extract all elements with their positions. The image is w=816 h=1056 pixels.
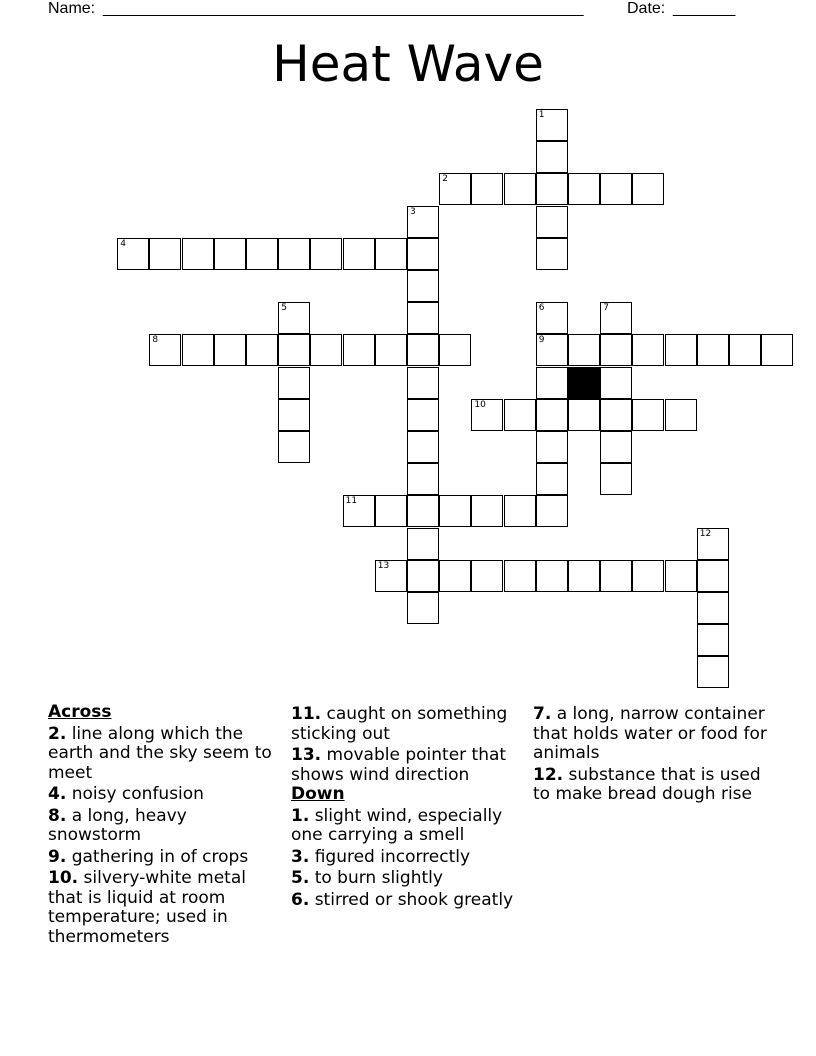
across-heading: Across [48, 702, 112, 722]
grid-cell[interactable] [632, 399, 664, 431]
clue-text: slight wind, especially one carrying a smell [291, 805, 503, 845]
clue-number-label: 3. [291, 846, 310, 867]
clue-number: 5 [281, 303, 287, 314]
grid-cell[interactable] [182, 238, 214, 270]
clue-text: figured incorrectly [309, 846, 471, 867]
clue-number-label: 6. [291, 889, 310, 910]
clue [291, 869, 527, 889]
grid-cell[interactable] [278, 302, 310, 334]
grid-cell[interactable] [214, 238, 246, 270]
name-field[interactable]: ______________________________________________________ [103, 0, 584, 17]
grid-cell[interactable] [375, 238, 407, 270]
grid-cell[interactable] [568, 399, 600, 431]
grid-cell[interactable] [504, 173, 536, 205]
grid-cell[interactable] [697, 624, 729, 656]
grid-cell[interactable] [729, 334, 761, 366]
clue-text: silvery-white metal that is liquid at room temperature; used in thermometers [48, 868, 246, 947]
grid-cell[interactable] [343, 495, 375, 527]
across-clue-list [48, 725, 284, 948]
down-clue-list-continued [533, 705, 773, 805]
clues-column-1 [48, 703, 284, 947]
clue [291, 746, 527, 785]
clue-number: 11 [345, 496, 358, 507]
clue-text: substance that is used to make bread dough rise [533, 764, 761, 804]
grid-cell[interactable] [471, 173, 503, 205]
clue-text: caught on something sticking out [291, 704, 508, 744]
grid-cell[interactable] [697, 334, 729, 366]
grid-cell[interactable] [310, 238, 342, 270]
clue-number-label: 13. [291, 745, 322, 765]
grid-cell[interactable] [439, 560, 471, 592]
clue-number-label: 7. [533, 704, 552, 724]
clue-number: 10 [474, 399, 486, 410]
grid-cell[interactable] [407, 367, 439, 399]
grid-cell[interactable] [761, 334, 793, 366]
clue-text: noisy confusion [66, 784, 204, 804]
clue-text: a long, heavy snowstorm [48, 805, 187, 845]
clue-number: 12 [699, 528, 712, 539]
grid-cell[interactable] [407, 302, 439, 334]
grid-cell[interactable] [149, 334, 181, 366]
grid-cell[interactable] [536, 206, 568, 238]
clue [291, 705, 527, 744]
clue [291, 807, 527, 846]
grid-cell[interactable] [278, 367, 310, 399]
grid-cell[interactable] [278, 431, 310, 463]
grid-cell[interactable] [665, 334, 697, 366]
grid-cell[interactable] [407, 334, 439, 366]
clue-number: 7 [603, 303, 609, 314]
clue [533, 766, 773, 805]
grid-cell[interactable] [310, 334, 342, 366]
grid-cell[interactable] [375, 495, 407, 527]
clue-number: 2 [442, 174, 448, 185]
clue-number: 9 [538, 335, 545, 346]
grid-cell[interactable] [278, 399, 310, 431]
grid-cell[interactable] [536, 495, 568, 527]
down-heading: Down [291, 784, 345, 804]
clue [291, 848, 527, 868]
clue-text: to burn slightly [309, 868, 443, 888]
clue-number: 3 [410, 206, 416, 217]
grid-cell[interactable] [407, 399, 439, 431]
clue [48, 869, 284, 947]
grid-cell[interactable] [697, 656, 729, 688]
grid-cell[interactable] [471, 495, 503, 527]
date-label: Date: [627, 0, 666, 17]
grid-cell[interactable] [536, 109, 568, 141]
grid-cell[interactable] [407, 560, 439, 592]
grid-cell[interactable] [600, 173, 632, 205]
grid-cell[interactable] [278, 334, 310, 366]
grid-cell[interactable] [536, 463, 568, 495]
grid-cell[interactable] [568, 173, 600, 205]
grid-cell[interactable] [536, 560, 568, 592]
grid-cell[interactable] [471, 560, 503, 592]
grid-cell[interactable] [278, 238, 310, 270]
grid-cell[interactable] [407, 206, 439, 238]
grid-cell[interactable] [375, 560, 407, 592]
grid-cell[interactable] [536, 399, 568, 431]
clue-text: stirred or shook greatly [309, 889, 514, 910]
grid-cell[interactable] [407, 592, 439, 624]
grid-cell[interactable] [343, 238, 375, 270]
grid-cell[interactable] [536, 141, 568, 173]
clue-text: gathering in of crops [66, 846, 249, 867]
grid-cell[interactable] [697, 528, 729, 560]
grid-cell[interactable] [536, 173, 568, 205]
clues-column-3 [533, 703, 773, 805]
clue-number-label: 11. [291, 704, 322, 724]
grid-cell[interactable] [632, 334, 664, 366]
date-field[interactable]: _______ [673, 0, 736, 17]
grid-cell[interactable] [600, 399, 632, 431]
grid-cell[interactable] [182, 334, 214, 366]
grid-cell[interactable] [536, 302, 568, 334]
clue-number-label: 1. [291, 805, 310, 826]
clue-number: 6 [538, 303, 545, 314]
clue-number-label: 2. [48, 723, 67, 744]
grid-cell[interactable] [697, 592, 729, 624]
grid-cell[interactable] [117, 238, 149, 270]
clue [48, 848, 284, 868]
grid-cell[interactable] [214, 334, 246, 366]
clue-number-label: 8. [48, 805, 67, 826]
grid-cell[interactable] [504, 495, 536, 527]
grid-cell[interactable] [665, 560, 697, 592]
grid-cell[interactable] [407, 528, 439, 560]
grid-cell[interactable] [504, 560, 536, 592]
grid-cell[interactable] [375, 334, 407, 366]
clue-number-label: 5. [291, 868, 310, 888]
clue-text: movable pointer that shows wind direction [291, 745, 507, 785]
grid-cell[interactable] [600, 560, 632, 592]
clue [291, 891, 527, 911]
grid-cell[interactable] [407, 270, 439, 302]
clue-text: line along which the earth and the sky seem to meet [48, 723, 272, 783]
black-square [568, 367, 600, 399]
puzzle-title: Heat Wave [272, 35, 544, 93]
grid-cell[interactable] [471, 399, 503, 431]
grid-cell[interactable] [439, 173, 471, 205]
grid-cell[interactable] [504, 399, 536, 431]
grid-cell[interactable] [697, 560, 729, 592]
grid-cell[interactable] [568, 560, 600, 592]
grid-cell[interactable] [632, 173, 664, 205]
grid-cell[interactable] [600, 302, 632, 334]
grid-cell[interactable] [343, 334, 375, 366]
clue-number: 13 [377, 560, 390, 571]
clue-number-label: 4. [48, 784, 67, 804]
clue-number-label: 12. [533, 764, 564, 785]
grid-cell[interactable] [536, 238, 568, 270]
grid-cell[interactable] [536, 367, 568, 399]
clue-number: 4 [120, 238, 126, 249]
down-clue-list [291, 807, 527, 911]
grid-cell[interactable] [439, 495, 471, 527]
grid-cell[interactable] [600, 334, 632, 366]
grid-cell[interactable] [439, 334, 471, 366]
clue-number: 1 [538, 110, 545, 120]
clue [48, 807, 284, 846]
grid-cell[interactable] [246, 334, 278, 366]
grid-cell[interactable] [632, 560, 664, 592]
clue [533, 705, 773, 764]
grid-cell[interactable] [600, 463, 632, 495]
grid-cell[interactable] [665, 399, 697, 431]
grid-cell[interactable] [600, 367, 632, 399]
clue-number: 8 [152, 335, 159, 346]
name-label: Name: [48, 0, 96, 17]
grid-cell[interactable] [536, 334, 568, 366]
grid-cell[interactable] [568, 334, 600, 366]
clue [48, 785, 284, 805]
across-clue-list-continued [291, 705, 527, 785]
grid-cell[interactable] [149, 238, 181, 270]
grid-cell[interactable] [407, 495, 439, 527]
grid-cell[interactable] [407, 238, 439, 270]
grid-cell[interactable] [407, 463, 439, 495]
grid-cell[interactable] [600, 431, 632, 463]
grid-cell[interactable] [536, 431, 568, 463]
clues-column-2 [291, 703, 527, 910]
grid-cell[interactable] [407, 431, 439, 463]
grid-cell[interactable] [246, 238, 278, 270]
clue-text: a long, narrow container that holds water or food for animals [533, 704, 767, 763]
clue-number-label: 9. [48, 846, 67, 867]
clue [48, 725, 284, 784]
clue-number-label: 10. [48, 868, 79, 888]
